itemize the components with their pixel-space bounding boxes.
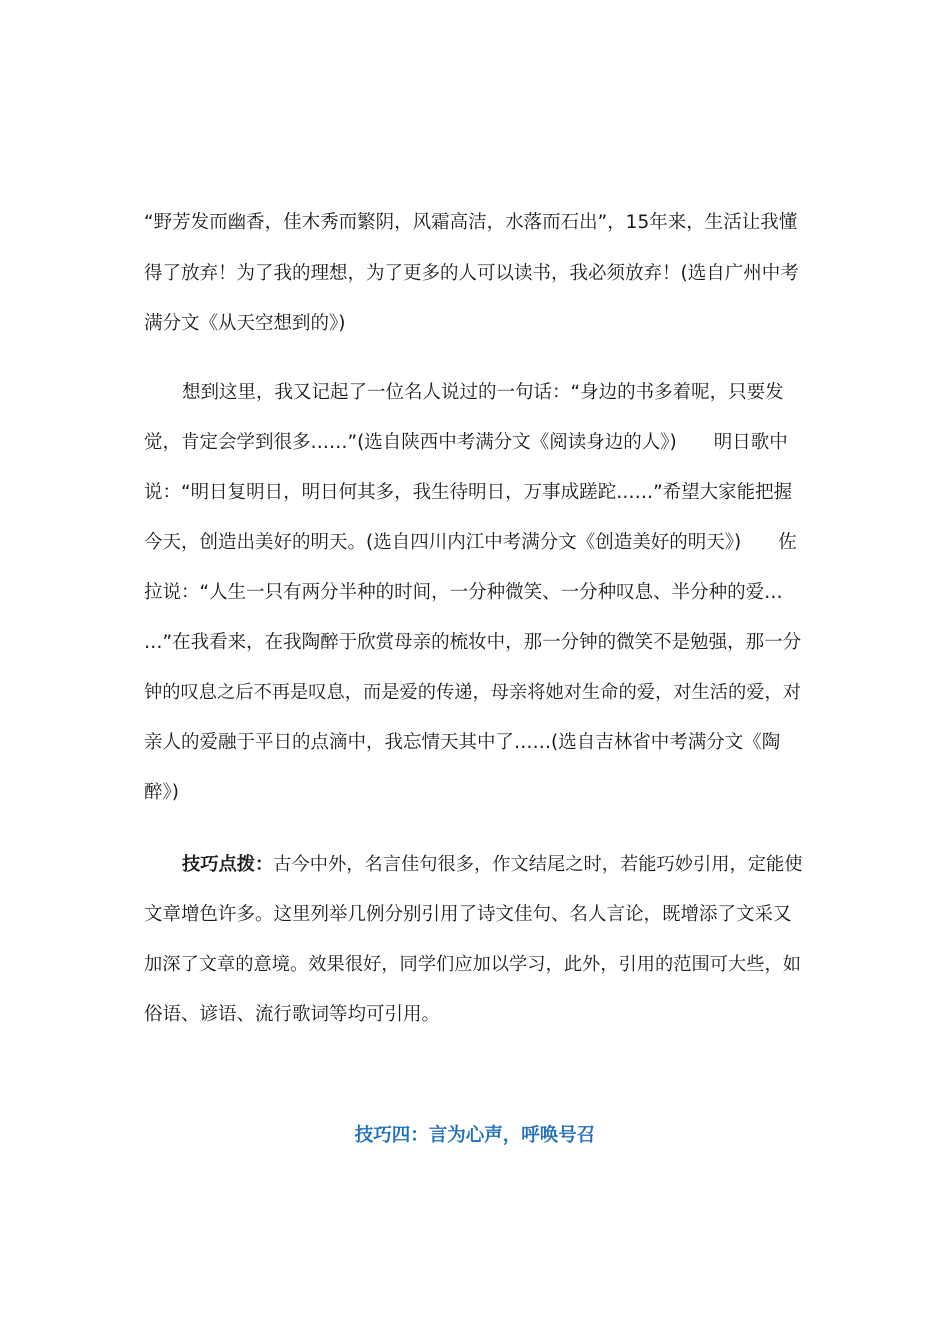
- paragraph-2-line-4: 今天，创造出美好的明天。(选自四川内江中考满分文《创造美好的明天》) 佐: [144, 532, 797, 553]
- paragraph-2-line-6: …”在我看来，在我陶醉于欣赏母亲的梳妆中，那一分钟的微笑不是勉强，那一分: [144, 632, 802, 653]
- tip-label: 技巧点拨：: [182, 854, 274, 875]
- paragraph-2-line-5: 拉说：“人生一只有两分半种的时间，一分种微笑、一分种叹息、半分种的爱…: [144, 582, 783, 603]
- section-heading: 技巧四：言为心声，呼唤号召: [354, 1125, 596, 1146]
- paragraph-3-line-3: 加深了文章的意境。效果很好，同学们应加以学习，此外，引用的范围可大些，如: [144, 954, 801, 975]
- paragraph-1-line-1: “野芳发而幽香，佳木秀而繁阴，风霜高洁，水落而石出”，15年来，生活让我懂: [144, 212, 798, 233]
- paragraph-1-line-2: 得了放弃！为了我的理想，为了更多的人可以读书，我必须放弃！(选自广州中考: [144, 263, 799, 284]
- paragraph-1-line-3: 满分文《从天空想到的》): [144, 313, 346, 334]
- paragraph-2-line-9: 醉》): [144, 782, 179, 803]
- paragraph-3-line-1-text: 古今中外，名言佳句很多，作文结尾之时，若能巧妙引用，定能使: [273, 854, 803, 875]
- paragraph-3-line-2: 文章增色许多。这里列举几例分别引用了诗文佳句、名人言论，既增添了文采又: [144, 904, 792, 925]
- paragraph-2-line-7: 钟的叹息之后不再是叹息，而是爱的传递，母亲将她对生命的爱，对生活的爱，对: [144, 682, 801, 703]
- paragraph-3-line-4: 俗语、谚语、流行歌词等均可引用。: [144, 1004, 441, 1025]
- paragraph-2-line-2: 觉，肯定会学到很多……”(选自陕西中考满分文《阅读身边的人》) 明日歌中: [144, 432, 788, 453]
- paragraph-3-line-1: [182, 853, 803, 877]
- paragraph-2-line-3: 说：“明日复明日，明日何其多，我生待明日，万事成蹉跎……”希望大家能把握: [144, 482, 793, 503]
- paragraph-2-line-8: 亲人的爱融于平日的点滴中，我忘情天其中了……(选自吉林省中考满分文《陶: [144, 732, 781, 753]
- paragraph-2-line-1: 想到这里，我又记起了一位名人说过的一句话：“身边的书多着呢，只要发: [182, 382, 784, 403]
